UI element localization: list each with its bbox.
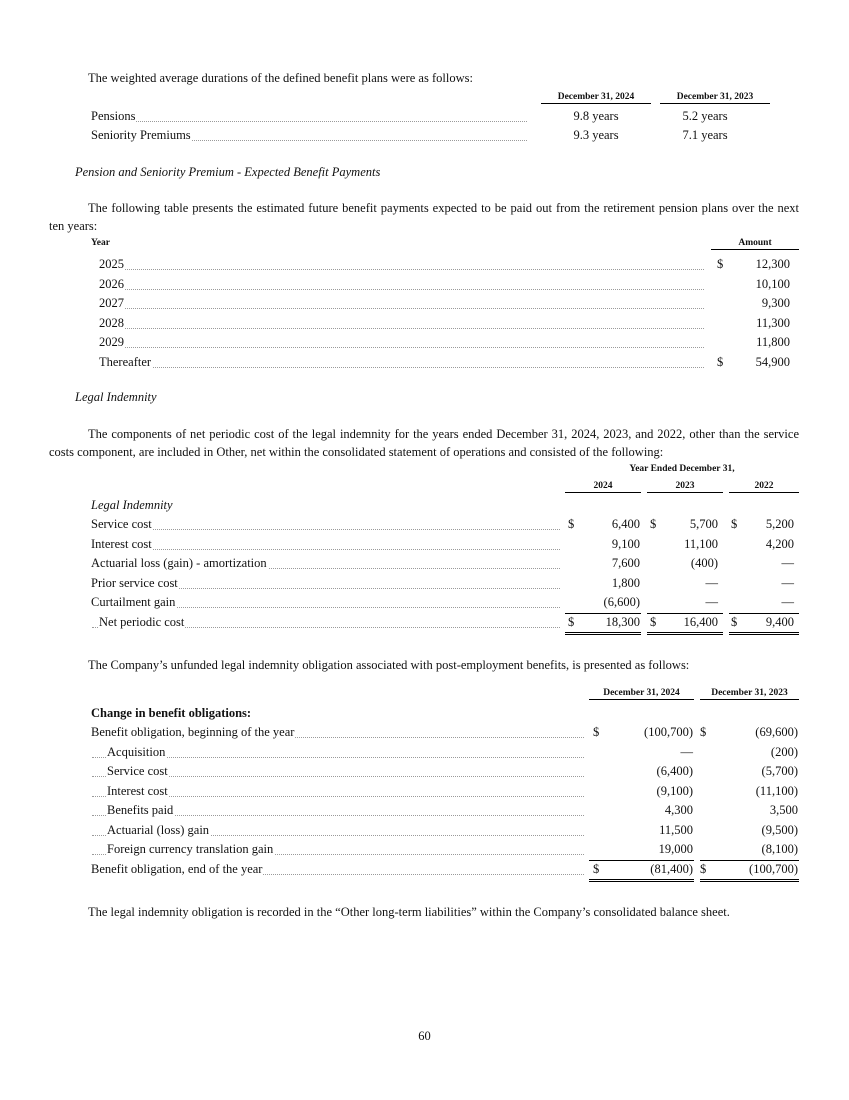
row-value: (8,100) [761,842,798,856]
total-double-rule [647,632,723,635]
row-label: Seniority Premiums [91,126,192,145]
row-label: 2026 [99,275,125,294]
row-value: 5.2 years [682,109,728,123]
total-double-rule [589,879,694,882]
total-row [0,613,849,632]
row-value: — [781,556,794,570]
row-value: — [705,595,718,609]
row-value: — [781,575,794,590]
dollar-sign: $ [568,614,575,629]
row-label: Actuarial loss (gain) - amortization [91,554,268,573]
table-row [0,275,849,294]
subtotal-rule [565,613,641,614]
table-row [0,574,849,593]
dot-leader [100,308,704,309]
dollar-sign: $ [700,725,707,739]
row-value: — [680,744,693,759]
subtotal-rule [589,860,694,861]
row-label: Foreign currency translation gain [107,840,274,859]
row-label: Actuarial (loss) gain [107,821,210,840]
dollar-sign: $ [700,861,707,876]
obligation-section-label: Change in benefit obligations: [91,706,252,720]
row-label: Service cost [107,762,169,781]
dollar-sign: $ [717,257,724,271]
subtotal-rule [700,860,799,861]
row-value: 11,800 [756,335,790,349]
dollar-sign: $ [568,517,575,531]
row-value: — [781,595,794,609]
legal-indemnity-heading: Legal Indemnity [75,390,157,404]
col-2022: 2022 [729,481,799,493]
period-header: Year Ended December 31, [629,464,735,474]
row-value: 12,300 [755,257,790,271]
row-label: Interest cost [107,782,169,801]
row-value: 10,100 [755,276,790,291]
dollar-sign: $ [650,517,657,531]
table-row [0,554,849,573]
row-label: Pensions [91,107,136,126]
total-double-rule [729,632,799,635]
row-label: 2025 [99,255,125,274]
total-double-rule [700,879,799,882]
dot-leader [100,328,704,329]
row-label: 2029 [99,333,125,352]
row-value: (6,400) [656,764,693,778]
expected-payments-heading: Pension and Seniority Premium - Expected Benefit Payments [75,165,381,179]
row-label: Curtailment gain [91,593,176,612]
table-row [0,255,849,274]
table-row [0,840,849,859]
row-value: 9,300 [761,296,790,310]
expected-payments-intro: The following table presents the estimated future benefit payments expected to be paid out from the retirement pension plans over the next ten years: [49,201,799,233]
dollar-sign: $ [593,861,600,876]
row-value: 9,400 [765,614,794,629]
dollar-sign: $ [593,725,600,739]
page-number: 60 [418,1029,431,1043]
row-value: (11,100) [755,783,798,798]
row-value: 11,300 [756,315,790,330]
col-amount-header: Amount [711,238,799,250]
table-row [0,821,849,840]
row-value: (100,700) [749,861,798,876]
row-value: (6,600) [603,595,640,609]
row-value: (100,700) [644,725,693,739]
row-value: (9,100) [656,783,693,798]
dollar-sign: $ [731,517,738,531]
dot-leader [100,367,704,368]
dot-leader [100,347,704,348]
row-value: (400) [690,556,718,570]
row-value: 5,700 [689,517,718,531]
row-value: 4,300 [664,803,693,817]
table-row [0,593,849,612]
row-value: 16,400 [683,614,718,629]
dot-leader [92,549,560,550]
table-row [0,743,849,762]
row-label: Prior service cost [91,574,179,593]
dot-leader [100,289,704,290]
row-value: 9,100 [611,536,640,551]
dot-leader [92,529,560,530]
durations-col-2024: December 31, 2024 [541,92,651,104]
row-value: — [705,575,718,590]
row-label: Benefit obligation, end of the year [91,860,263,879]
row-value: 11,500 [659,822,693,837]
dollar-sign: $ [650,614,657,629]
row-value: 19,000 [658,842,693,856]
dot-leader [100,269,704,270]
durations-col-2023: December 31, 2023 [660,92,770,104]
col-2024: 2024 [565,481,641,493]
durations-intro: The weighted average durations of the defined benefit plans were as follows: [88,71,473,85]
row-value: 4,200 [765,536,794,551]
table-row [0,333,849,352]
obligation-intro: The Company’s unfunded legal indemnity obligation associated with post-employment benefits, is presented as follows: [88,658,690,672]
row-value: 5,200 [765,517,794,531]
row-value: 3,500 [769,803,798,817]
legal-indemnity-section-label: Legal Indemnity [91,498,173,512]
row-value: 11,100 [684,536,718,551]
row-value: (9,500) [761,822,798,837]
obligation-col-2024: December 31, 2024 [589,688,694,700]
table-row [0,762,849,781]
table-row [0,353,849,372]
subtotal-rule [647,613,723,614]
row-label: 2028 [99,314,125,333]
row-label: 2027 [99,294,125,313]
row-value: 54,900 [755,354,790,369]
total-row [0,860,849,879]
dollar-sign: $ [717,354,724,369]
obligation-col-2023: December 31, 2023 [700,688,799,700]
row-label: Benefit obligation, beginning of the year [91,723,295,742]
table-row [0,515,849,534]
row-value: 7.1 years [682,128,728,142]
row-value: (81,400) [650,861,693,876]
col-year-header: Year [91,238,110,248]
legal-indemnity-intro: The components of net periodic cost of the legal indemnity for the years ended December 31, 2024, 2023, and 2022, other than the service costs component, are included in Other, net within the consolidated statement of operations and consisted of the following: [49,427,799,459]
subtotal-rule [729,613,799,614]
table-row [0,126,849,145]
row-value: (5,700) [761,764,798,778]
row-label: Benefits paid [107,801,174,820]
table-row [0,723,849,742]
table-row [0,314,849,333]
col-2023: 2023 [647,481,723,493]
total-double-rule [565,632,641,635]
row-label: Thereafter [99,353,152,372]
row-value: 9.3 years [573,128,619,142]
row-value: 7,600 [611,556,640,570]
row-value: 1,800 [611,575,640,590]
row-value: 18,300 [605,614,640,629]
table-row [0,107,849,126]
row-label: Acquisition [107,743,166,762]
row-value: (200) [770,744,798,759]
row-label: Net periodic cost [99,613,185,632]
row-label: Interest cost [91,535,153,554]
table-row [0,535,849,554]
table-row [0,782,849,801]
table-row [0,294,849,313]
closing-paragraph: The legal indemnity obligation is recorded in the “Other long-term liabilities” within the Company’s consolidated balance sheet. [88,905,730,919]
row-value: (69,600) [755,725,798,739]
row-value: 6,400 [611,517,640,531]
row-label: Service cost [91,515,153,534]
row-value: 9.8 years [573,109,619,123]
dollar-sign: $ [731,614,738,629]
table-row [0,801,849,820]
